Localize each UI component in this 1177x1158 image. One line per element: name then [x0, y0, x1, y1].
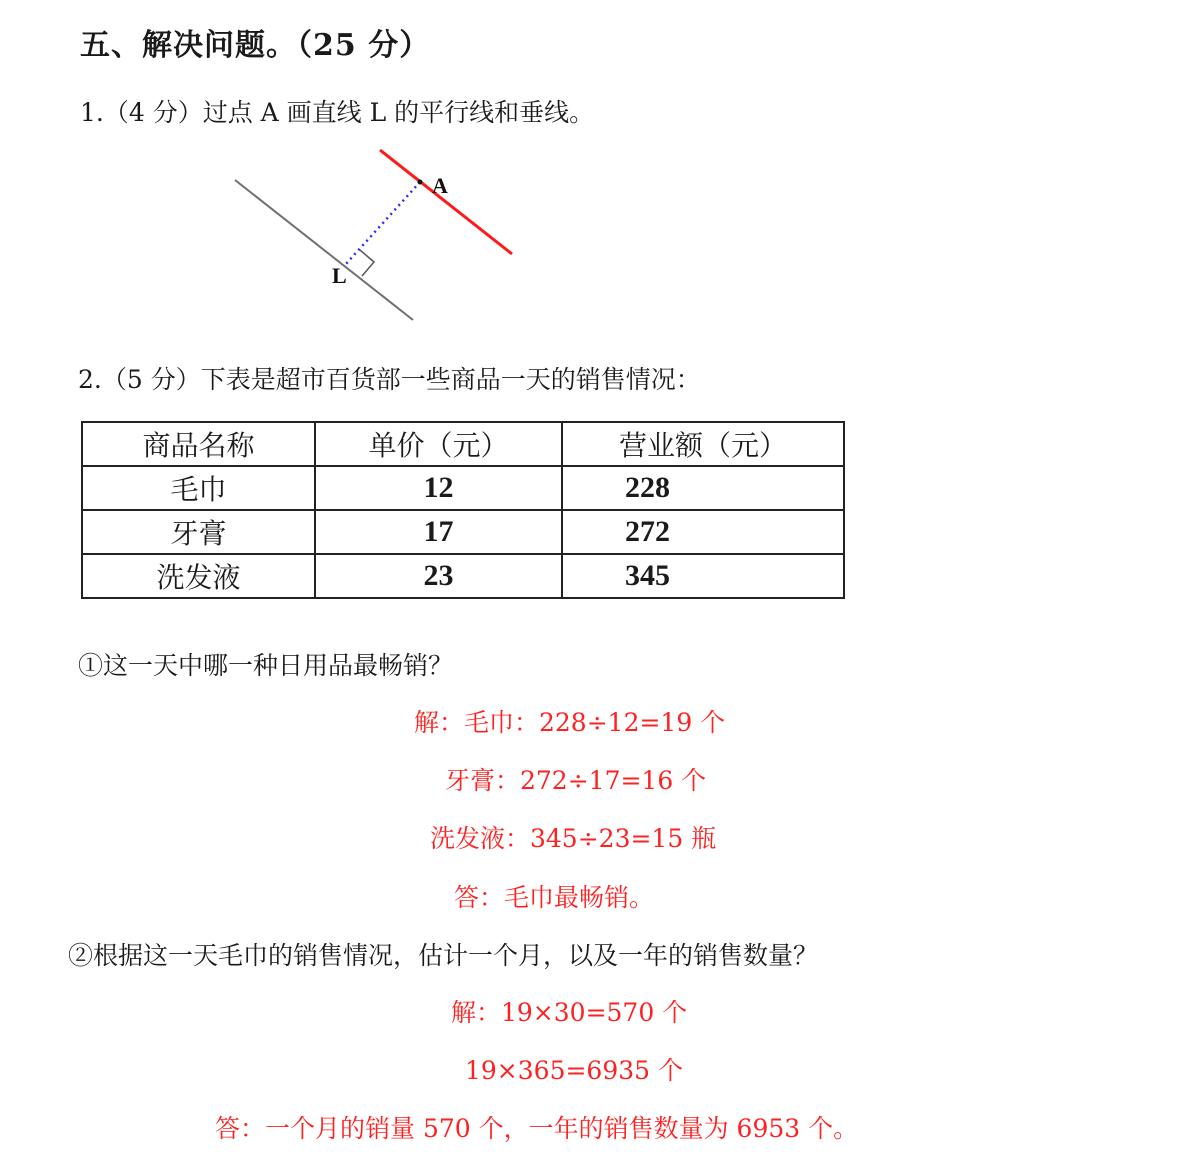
line-L-label: L	[332, 263, 347, 288]
cell-price: 17	[315, 510, 562, 554]
perpendicular-line	[345, 182, 420, 265]
answer-line: 牙膏：272÷17=16 个	[445, 766, 707, 795]
table-header-row	[82, 422, 844, 466]
header-product-name: 商品名称	[82, 422, 315, 466]
cell-revenue: 345	[562, 554, 844, 598]
section-title: 五、解决问题。（25 分）	[80, 28, 431, 63]
header-revenue: 营业额（元）	[562, 422, 844, 466]
cell-price: 23	[315, 554, 562, 598]
cell-product: 洗发液	[82, 554, 315, 598]
answer-line: 答：毛巾最畅销。	[454, 883, 655, 912]
table-row	[82, 554, 844, 598]
answer-line: 洗发液：345÷23=15 瓶	[430, 824, 717, 853]
cell-revenue: 272	[562, 510, 844, 554]
cell-product: 毛巾	[82, 466, 315, 510]
answer-line: 答：一个月的销量 570 个，一年的销售数量为 6953 个。	[215, 1114, 859, 1143]
cell-product: 牙膏	[82, 510, 315, 554]
cell-revenue: 228	[562, 466, 844, 510]
right-angle-mark	[360, 250, 374, 276]
geometry-diagram	[225, 140, 535, 330]
parallel-line	[380, 150, 512, 254]
question-2-text: 2.（5 分）下表是超市百货部一些商品一天的销售情况：	[78, 365, 701, 394]
cell-price: 12	[315, 466, 562, 510]
answer-line: 解：19×30=570 个	[451, 998, 688, 1027]
sales-table	[81, 421, 845, 599]
table-row	[82, 466, 844, 510]
answer-line: 解：毛巾：228÷12=19 个	[414, 708, 726, 737]
table-row	[82, 510, 844, 554]
header-unit-price: 单价（元）	[315, 422, 562, 466]
question-1-text: 1.（4 分）过点 A 画直线 L 的平行线和垂线。	[80, 98, 595, 127]
point-A-label: A	[432, 173, 448, 198]
sub-question-1: ①这一天中哪一种日用品最畅销？	[78, 651, 454, 680]
sub-question-2: ②根据这一天毛巾的销售情况，估计一个月，以及一年的销售数量？	[68, 941, 819, 970]
answer-line: 19×365=6935 个	[465, 1056, 683, 1085]
point-A-dot	[418, 180, 423, 185]
line-L	[235, 180, 413, 320]
